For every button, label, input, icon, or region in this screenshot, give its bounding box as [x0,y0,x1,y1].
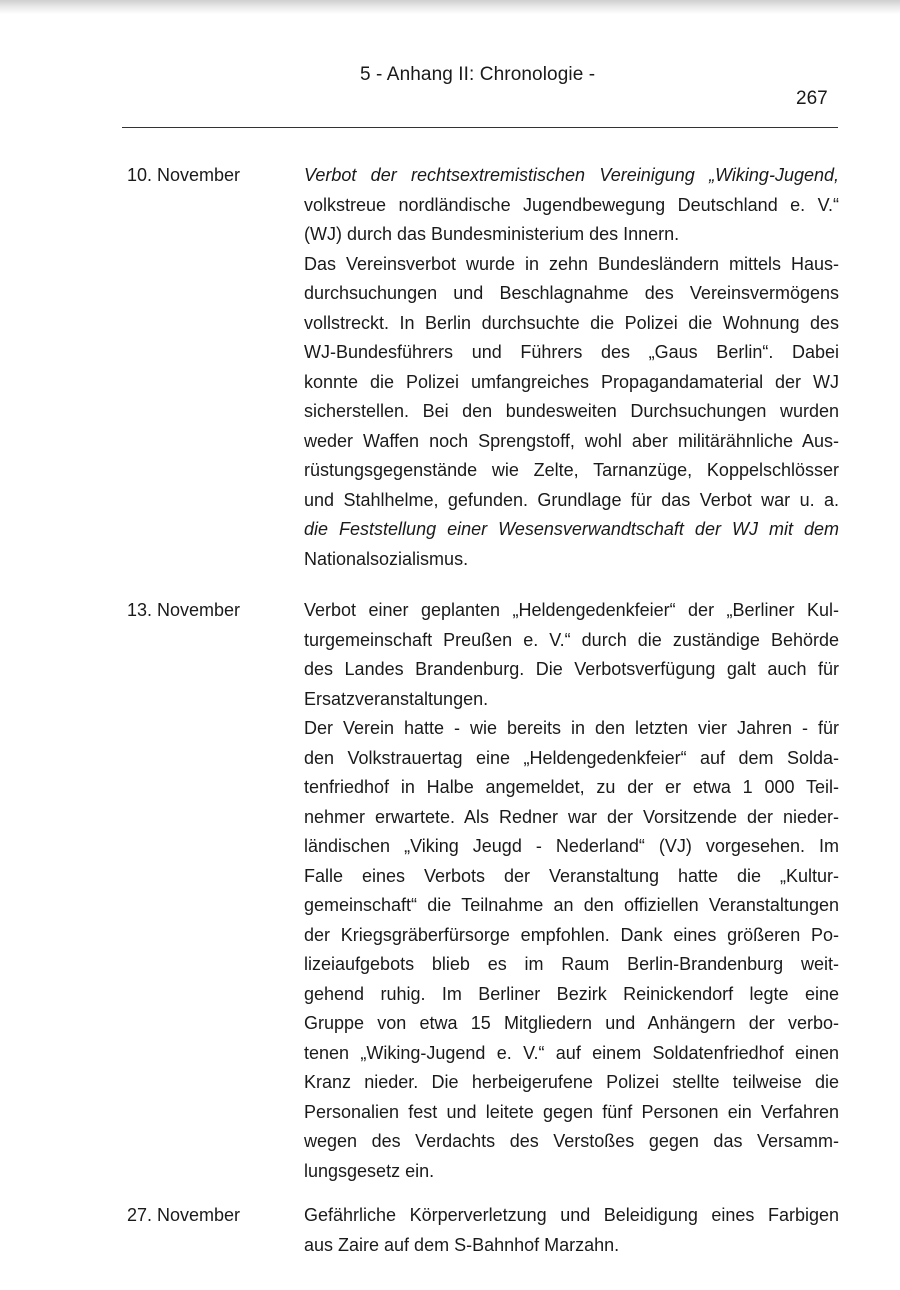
text-line [304,1098,839,1128]
entry-date: 13. November [127,600,241,620]
text-segment: aus Zaire auf dem S-Bahnhof Marzahn. [304,1234,620,1255]
header-divider [122,127,838,128]
text-line [304,1201,839,1231]
text-segment: Falle eines Verbots der Veranstaltung hatte die „Kultur- [304,865,839,886]
text-line [304,1009,839,1039]
text-line [304,545,839,575]
text-segment: weder Waffen noch Sprengstoff, wohl aber militärähnliche Aus- [304,430,839,451]
text-segment: wegen des Verdachts des Verstoßes gegen das Versamm- [304,1131,839,1151]
text-line [304,744,839,774]
entry-text [304,596,839,1186]
text-segment: Gefährliche Körperverletzung und Beleidigung eines Farbigen [304,1205,839,1225]
text-segment: nehmer erwartete. Als Redner war der Vorsitzende der nieder- [304,806,839,827]
text-segment: Der Verein hatte - wie bereits in den letzten vier Jahren - für [304,718,839,738]
text-line [304,279,839,309]
text-segment: volkstreue nordländische Jugendbewegung Deutschland e. V.“ [304,194,839,215]
entry-text [304,161,839,574]
text-segment: Ersatzveranstaltungen. [304,688,489,709]
text-line [304,655,839,685]
text-line [304,626,839,656]
entry-date: 27. November [127,1205,241,1225]
text-segment: Nationalsozialismus. [304,548,469,569]
text-segment: sicherstellen. Bei den bundesweiten Durchsuchungen wurden [304,401,839,421]
text-line [304,220,839,250]
text-segment: ländischen „Viking Jeugd - Nederland“ (VJ) vorgesehen. Im [304,836,839,856]
text-segment: durchsuchungen und Beschlagnahme des Vereinsvermögens [304,283,839,303]
running-header: 5 - Anhang II: Chronologie - [360,64,596,85]
text-line [304,309,839,339]
entry-text [304,1201,839,1260]
text-line [304,1157,839,1187]
text-line [304,191,839,221]
scan-edge [0,0,900,14]
text-segment: rüstungsgegenstände wie Zelte, Tarnanzüge, Koppelschlösser [304,460,839,480]
text-line [304,1039,839,1069]
text-segment: (WJ) durch das Bundesministerium des Innern. [304,224,680,244]
text-line [304,980,839,1010]
text-segment: lungsgesetz ein. [304,1160,435,1181]
text-line [304,515,839,545]
text-segment: lizeiaufgebots blieb es im Raum Berlin-Brandenburg weit- [304,954,839,974]
text-segment: Verbot der rechtsextremistischen Vereinigung „Wiking-Jugend, [304,165,839,185]
text-line [304,921,839,951]
text-line [304,397,839,427]
text-segment: konnte die Polizei umfangreiches Propagandamaterial der WJ [304,371,839,392]
text-line [304,1127,839,1157]
text-segment: WJ-Bundesführers und Führers des „Gaus Berlin“. Dabei [304,342,839,362]
text-segment: gehend ruhig. Im Berliner Bezirk Reinickendorf legte eine [304,983,839,1004]
text-segment: und Stahlhelme, gefunden. Grundlage für das Verbot war u. a. [304,489,839,510]
text-line [304,456,839,486]
text-segment: Personalien fest und leitete gegen fünf Personen ein Verfahren [304,1101,839,1122]
text-line [304,338,839,368]
text-segment: der Kriegsgräberfürsorge empfohlen. Dank eines größeren Po- [304,924,839,945]
text-line [304,161,839,191]
text-segment: tenfriedhof in Halbe angemeldet, zu der er etwa 1 000 Teil- [304,777,839,797]
text-line [304,685,839,715]
page-number: 267 [796,88,828,109]
entry-date: 10. November [127,165,241,185]
text-segment: tenen „Wiking-Jugend e. V.“ auf einem Soldatenfriedhof einen [304,1042,839,1063]
text-segment: Verbot einer geplanten „Heldengedenkfeier“ der „Berliner Kul- [304,600,839,620]
text-line [304,803,839,833]
text-line [304,368,839,398]
text-segment: Das Vereinsverbot wurde in zehn Bundesländern mittels Haus- [304,253,839,274]
text-line [304,891,839,921]
text-segment: den Volkstrauertag eine „Heldengedenkfeier“ auf dem Solda- [304,747,839,768]
text-line [304,773,839,803]
text-segment: gemeinschaft“ die Teilnahme an den offiziellen Veranstaltungen [304,895,839,915]
text-line [304,832,839,862]
text-segment: die Feststellung einer Wesensverwandtschaft der WJ mit dem [304,519,839,539]
text-line [304,862,839,892]
text-segment: turgemeinschaft Preußen e. V.“ durch die zuständige Behörde [304,629,839,650]
text-line [304,596,839,626]
text-segment: des Landes Brandenburg. Die Verbotsverfügung galt auch für [304,659,839,679]
text-segment: vollstreckt. In Berlin durchsuchte die Polizei die Wohnung des [304,312,839,333]
text-line [304,250,839,280]
text-line [304,486,839,516]
text-segment: Kranz nieder. Die herbeigerufene Polizei stellte teilweise die [304,1072,839,1092]
text-line [304,714,839,744]
text-line [304,1068,839,1098]
text-segment: Gruppe von etwa 15 Mitgliedern und Anhängern der verbo- [304,1013,839,1033]
text-line [304,950,839,980]
text-line [304,1231,839,1261]
text-line [304,427,839,457]
